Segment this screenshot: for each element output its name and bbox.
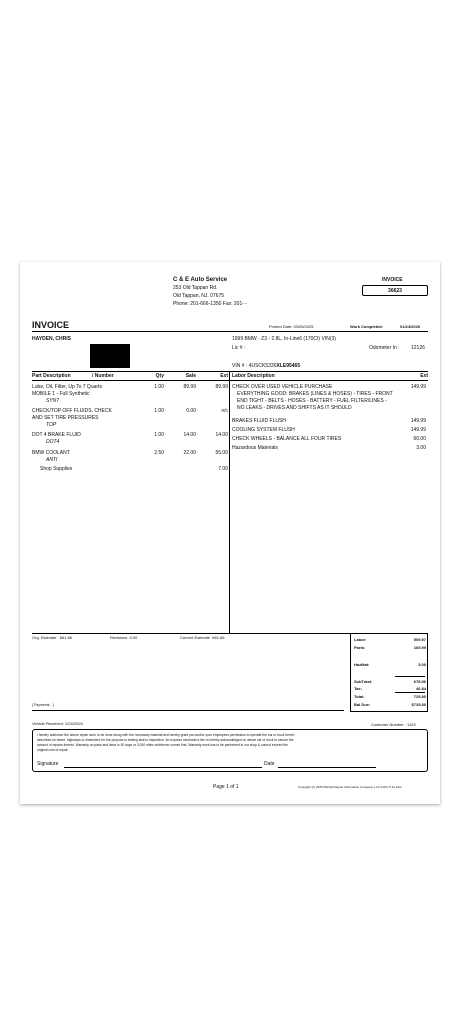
parts-header-number: / Number bbox=[92, 373, 114, 379]
authorization-box bbox=[32, 729, 428, 772]
part-line1: DOT 4 BRAKE FLUID bbox=[32, 432, 81, 438]
list-item bbox=[32, 466, 229, 476]
odometer-value: 12126 bbox=[411, 345, 425, 351]
balance-due-label: Bal Due: bbox=[354, 702, 371, 707]
org-estimate-value: 661.66 bbox=[59, 635, 73, 640]
customer-number: Customer Number : 1129 bbox=[371, 722, 416, 727]
labor-line: CHECK WHEELS - BALANCE ALL FOUR TIRES bbox=[232, 436, 342, 442]
labor-ext: 149.99 bbox=[410, 418, 426, 424]
labor-line: COOLING SYSTEM FLUSH bbox=[232, 427, 295, 433]
labor-ext: 149.99 bbox=[410, 384, 426, 390]
labor-line: Hazardous Materials bbox=[232, 445, 278, 451]
subtotal-rule bbox=[395, 676, 425, 677]
shop-address1: 253 Old Tappan Rd. bbox=[173, 285, 218, 291]
revisions-label: Revisions bbox=[110, 635, 128, 640]
work-completed-date: 01/24/2025 bbox=[400, 324, 421, 329]
part-number: TOP bbox=[46, 422, 57, 428]
part-ext: 14.00 bbox=[215, 432, 228, 438]
list-item bbox=[232, 445, 428, 454]
current-estimate-value: 661.66 bbox=[212, 635, 225, 640]
labor-ext: 60.00 bbox=[413, 436, 426, 442]
part-ext: n/c bbox=[221, 408, 228, 414]
part-line2: AND SET TIRE PRESSURES bbox=[32, 415, 99, 421]
page-number: Page 1 of 1 bbox=[213, 784, 239, 790]
shop-phone: Phone: 201-666-1350 Fax: 201- - bbox=[173, 301, 247, 307]
part-line2: MOBILE 1 - Full Synthetic bbox=[32, 391, 90, 397]
subtotal: 678.96 bbox=[413, 679, 426, 684]
signature-label: Signature bbox=[37, 761, 59, 767]
labor-list bbox=[232, 384, 428, 454]
list-item bbox=[32, 384, 229, 408]
part-qty: 1.00 bbox=[154, 432, 164, 438]
hazmat-total: 3.00 bbox=[418, 662, 426, 667]
total-label: Total: bbox=[354, 694, 365, 699]
labor-line: CHECK OVER USED VEHICLE PURCHASE bbox=[232, 384, 333, 390]
list-item bbox=[232, 436, 428, 445]
labor-line: BRAKES FLUID FLUSH bbox=[232, 418, 286, 424]
parts-header-desc: Part Description bbox=[32, 373, 71, 379]
authorization-line: I hereby authorize the above repair work to be done along with the necessary material and hereby grant you and/or your employees permission to operate the car or truck herein bbox=[37, 733, 295, 737]
labor-header-desc: Labor Description bbox=[232, 373, 275, 379]
subtotal-label: SubTotal: bbox=[354, 679, 373, 684]
part-line1: Lube, Oil, Filter, Up To 7 Quarts bbox=[32, 384, 102, 390]
redacted-address bbox=[90, 344, 130, 368]
shop-name: C & E Auto Service bbox=[173, 277, 228, 283]
vehicle-description: 1999 BMW - Z3 - 2.8L, In-Line6 (170CI) VIN(3) bbox=[232, 336, 336, 342]
revisions bbox=[110, 635, 137, 640]
signature-line[interactable] bbox=[64, 767, 262, 768]
invoice-title: INVOICE bbox=[32, 320, 70, 330]
vin-bold: XLE95465 bbox=[276, 363, 301, 369]
customer-name: HAYDEN, CHRIS bbox=[32, 336, 71, 342]
parts-total-label: Parts: bbox=[354, 645, 366, 650]
labor-ext: 3.00 bbox=[416, 445, 426, 451]
part-line1: CHECK/TOP OFF FLUIDS. CHECK bbox=[32, 408, 112, 414]
table-top-rule bbox=[32, 371, 428, 372]
parts-header-qty: Qty bbox=[155, 373, 164, 379]
vehicle-lic: Lic # : bbox=[232, 345, 246, 351]
list-item bbox=[232, 427, 428, 436]
part-qty: 2.50 bbox=[154, 450, 164, 456]
org-estimate-label: Org. Estimate bbox=[32, 635, 57, 640]
part-sale: 14.00 bbox=[183, 432, 196, 438]
table-header-rule bbox=[32, 380, 428, 381]
current-estimate-label: Current Estimate bbox=[180, 635, 211, 640]
totals-box bbox=[350, 633, 428, 712]
tax-label: Tax: bbox=[354, 686, 362, 691]
list-item bbox=[232, 418, 428, 427]
current-estimate bbox=[180, 635, 224, 640]
part-ext: 89.99 bbox=[215, 384, 228, 390]
list-item bbox=[32, 450, 229, 466]
list-item bbox=[232, 384, 428, 418]
parts-total: 165.99 bbox=[413, 645, 426, 650]
authorization-line: amount of repairs thereto. Warranty on parts and labor is 90 days or 3,000 miles whichever comes first. Warranty work has to be performed in our shop & cannot exceed the bbox=[37, 743, 288, 747]
odometer-label: Odometer In : bbox=[369, 345, 400, 351]
part-number: SYN7 bbox=[46, 398, 60, 404]
part-line1: BMW COOLANT bbox=[32, 450, 70, 456]
org-estimate bbox=[32, 635, 72, 640]
list-item bbox=[32, 432, 229, 450]
invoice-paper bbox=[20, 262, 440, 804]
balance-due: $725.80 bbox=[411, 702, 426, 707]
part-sale: 89.99 bbox=[183, 384, 196, 390]
work-completed-label: Work Completed: bbox=[350, 324, 384, 329]
part-ext: 55.00 bbox=[215, 450, 228, 456]
part-qty: 1.00 bbox=[154, 384, 164, 390]
labor-header-ext: Ext bbox=[420, 373, 428, 379]
parts-header-sale: Sale bbox=[185, 373, 196, 379]
labor-line: END TIGHT - BELTS - HOSES - BATTERY - FUEL FILTER/LINES - bbox=[237, 398, 387, 404]
part-sale: 22.00 bbox=[183, 450, 196, 456]
vin-value: 4USCK5336 bbox=[248, 363, 277, 369]
part-ext: 7.00 bbox=[218, 466, 228, 472]
labor-total-label: Labor: bbox=[354, 637, 367, 642]
labor-line: EVERYTHING GOOD: BRAKES (LINES & HOSES) - TIRES - FRONT bbox=[237, 391, 393, 397]
authorization-line: original cost of repair. bbox=[37, 748, 69, 752]
part-qty: 1.00 bbox=[154, 408, 164, 414]
shop-address2: Old Tappan, NJ. 07675 bbox=[173, 293, 225, 299]
labor-line: NO LEAKS - DRIVES AND SHIFTS AS IT SHOULD bbox=[237, 405, 352, 411]
revisions-value: 0.00 bbox=[129, 635, 138, 640]
parts-header-ext: Ext bbox=[220, 373, 228, 379]
part-sale: 0.00 bbox=[186, 408, 196, 414]
estimate-rule bbox=[32, 633, 358, 634]
date-label: Date bbox=[264, 761, 275, 767]
vehicle-vin bbox=[232, 363, 300, 369]
parts-labor-divider bbox=[229, 371, 230, 633]
invoice-number-box bbox=[362, 285, 428, 296]
payments-rule bbox=[32, 710, 344, 711]
title-rule bbox=[32, 331, 428, 332]
date-line[interactable] bbox=[278, 767, 376, 768]
labor-ext: 149.99 bbox=[410, 427, 426, 433]
part-number: DOT4 bbox=[46, 439, 60, 445]
payments-label: [ Payments - ] bbox=[32, 703, 54, 707]
vehicle-received: Vehicle Received: 1/24/2025 bbox=[32, 721, 83, 726]
part-number: ANTI bbox=[46, 457, 58, 463]
copyright: Copyright (c) 2025 Mitchell Repair Information Company, LLC linPro 5.12.21st bbox=[298, 785, 402, 789]
invoice-box-label: INVOICE bbox=[382, 277, 403, 283]
total: 725.80 bbox=[413, 694, 426, 699]
vin-label: VIN # : bbox=[232, 363, 248, 369]
printed-date: Printed Date: 03/05/2025 bbox=[269, 324, 314, 329]
tax: 46.84 bbox=[415, 686, 426, 691]
hazmat-label: HazMat: bbox=[354, 662, 370, 667]
total-rule bbox=[395, 692, 425, 693]
list-item bbox=[32, 408, 229, 432]
part-line1: Shop Supplies bbox=[40, 466, 73, 472]
invoice-number: 36623 bbox=[388, 288, 402, 294]
parts-list bbox=[32, 384, 229, 476]
labor-total: 509.97 bbox=[413, 637, 426, 642]
authorization-line: described on street, highways or elsewhere for the purpose to testing and/or inspection. An express mechanic's lien is hereby acknowledged on above car or truck to secure the bbox=[37, 738, 294, 742]
